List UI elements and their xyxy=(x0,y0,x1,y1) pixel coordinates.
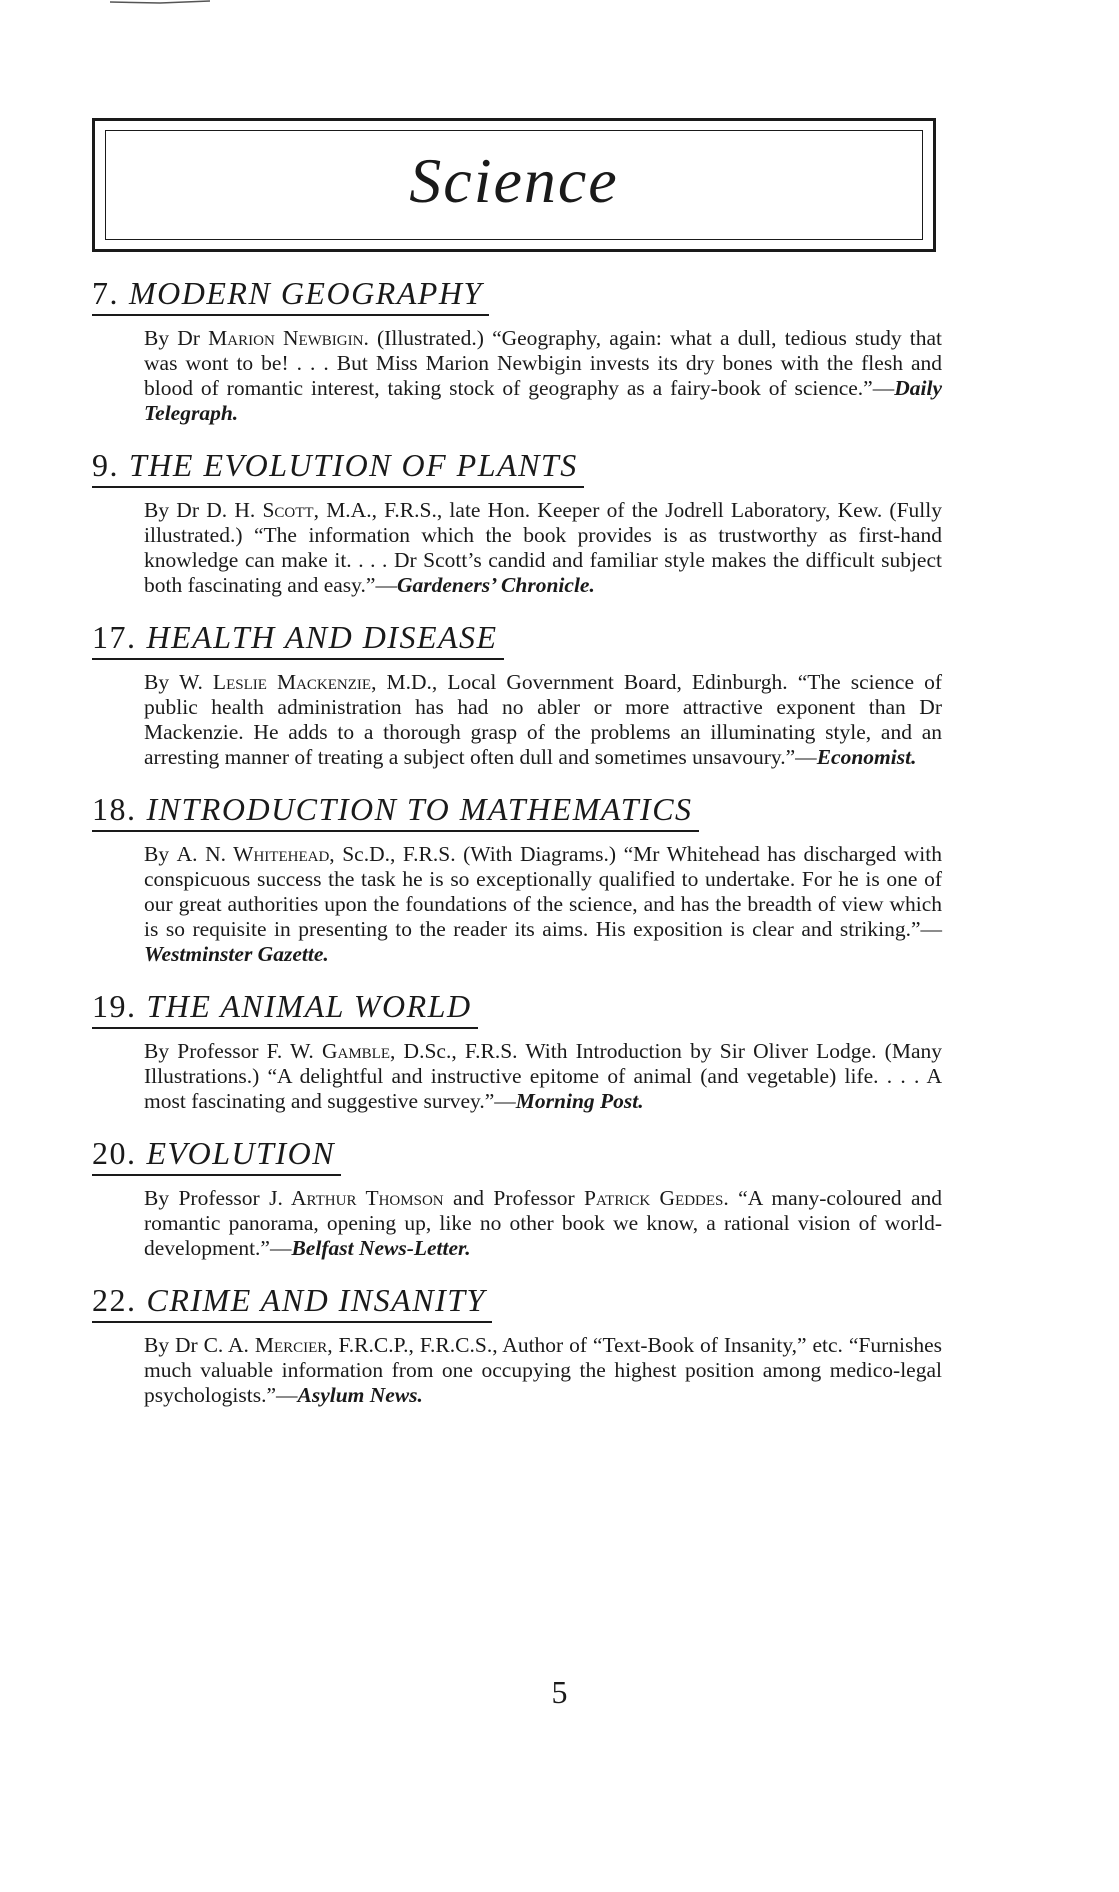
entry-source: Daily Telegraph. xyxy=(144,376,942,425)
entry-description xyxy=(144,1039,942,1114)
entry-description xyxy=(144,326,942,426)
entry-source: Gardeners’ Chronicle. xyxy=(396,573,595,597)
entry-number: 22. xyxy=(92,1282,137,1318)
entry-author: A. N. Whitehead xyxy=(176,842,330,866)
entry-by: By xyxy=(144,670,180,694)
entry-title: INTRODUCTION TO MATHEMATICS xyxy=(146,791,693,827)
entry-heading xyxy=(92,444,584,488)
entry-description xyxy=(144,1186,942,1261)
entry-author: C. A. Mercier xyxy=(203,1333,328,1357)
entry-title: MODERN GEOGRAPHY xyxy=(129,275,483,311)
page-number: 5 xyxy=(551,1674,568,1710)
entry-author: W. Leslie Mackenzie xyxy=(179,670,372,694)
entry-author: D. H. Scott xyxy=(206,498,314,522)
entry-author: F. W. Gamble xyxy=(266,1039,390,1063)
entry-number: 9. xyxy=(92,447,119,483)
entry-author: J. Arthur Thomson xyxy=(269,1186,444,1210)
page-title: Science xyxy=(409,145,619,216)
entry-source: Belfast News-Letter. xyxy=(291,1236,471,1260)
entry-heading xyxy=(92,985,478,1029)
entry-title: THE ANIMAL WORLD xyxy=(146,988,472,1024)
entry-heading xyxy=(92,616,504,660)
entry-number: 20. xyxy=(92,1135,137,1171)
entry-description xyxy=(144,842,942,967)
entry-source: Morning Post. xyxy=(515,1089,644,1113)
list-item xyxy=(92,616,952,770)
entry-source: Asylum News. xyxy=(297,1383,423,1407)
entry-text: , M.A., F.R.S., late Hon. Keeper of the Jodrell Laboratory, Kew. (Fully illustrated.) “The information which the book provides is as trustworthy as first-hand knowledge can make it. . . . Dr Scott’s candid and familiar style makes the difficult subject both fascinating and easy.”— xyxy=(144,498,942,597)
title-frame xyxy=(92,118,936,252)
entry-text: . (Illustrated.) “Geography, again: what a dull, tedious study that was wont to be! . . . But Miss Marion Newbigin invests its dry bones with the flesh and blood of romantic interest, taking stock of geography as a fairy-book of science.”— xyxy=(144,326,943,400)
entry-by: By Professor xyxy=(144,1186,270,1210)
entry-description xyxy=(144,498,942,598)
entry-title: THE EVOLUTION OF PLANTS xyxy=(129,447,578,483)
entry-title: CRIME AND INSANITY xyxy=(146,1282,486,1318)
entry-heading xyxy=(92,1279,492,1323)
entry-second-author: Patrick Geddes xyxy=(584,1186,724,1210)
entry-author: Marion Newbigin xyxy=(208,326,364,350)
list-item xyxy=(92,444,952,598)
entry-by: By Dr xyxy=(144,326,209,350)
entry-number: 7. xyxy=(92,275,119,311)
entry-text: , M.D., Local Government Board, Edinburgh. “The science of public health administration has had no abler or more attractive exponent than Dr Mackenzie. He adds to a thorough grasp of the problems an illuminating style, and an arresting manner of treating a subject often dull and sometimes unsavoury.”— xyxy=(144,670,942,769)
entry-number: 17. xyxy=(92,619,137,655)
entry-source: Westminster Gazette. xyxy=(144,942,329,966)
entry-text: , Sc.D., F.R.S. (With Diagrams.) “Mr Whitehead has discharged with conspicuous success the task he is so exceptionally qualified to undertake. For he is one of our great authorities upon the foundations of the science, and has the breadth of view which is so requisite in presenting to the reader its aims. His exposition is clear and striking.”— xyxy=(144,842,943,941)
entry-text: , D.Sc., F.R.S. With Introduction by Sir Oliver Lodge. (Many Illustrations.) “A delightful and instructive epitome of animal (and vegetable) life. . . . A most fascinating and suggestive survey.”— xyxy=(144,1039,942,1113)
list-item xyxy=(92,1132,952,1261)
entry-description xyxy=(144,1333,942,1408)
entry-title: EVOLUTION xyxy=(146,1135,336,1171)
entry-by: By Professor xyxy=(144,1039,267,1063)
entry-heading xyxy=(92,788,699,832)
entry-by: By Dr xyxy=(144,498,207,522)
entry-number: 19. xyxy=(92,988,137,1024)
title-frame-inner xyxy=(105,130,923,240)
entry-source: Economist. xyxy=(816,745,917,769)
entry-heading xyxy=(92,272,489,316)
entry-by: By xyxy=(144,842,177,866)
entry-by: By Dr xyxy=(144,1333,204,1357)
entry-text: , F.R.C.P., F.R.C.S., Author of “Text-Book of Insanity,” etc. “Furnishes much valuable information from one occupying the highest position among medico-legal psychologists.”— xyxy=(144,1333,942,1407)
print-speck xyxy=(100,0,220,6)
entry-title: HEALTH AND DISEASE xyxy=(146,619,498,655)
entry-number: 18. xyxy=(92,791,137,827)
list-item xyxy=(92,272,952,426)
list-item xyxy=(92,788,952,967)
entry-heading xyxy=(92,1132,341,1176)
entry-description xyxy=(144,670,942,770)
entry-text: . “A many-coloured and romantic panorama, opening up, like no other book we know, a rational vision of world-development.”— xyxy=(144,1186,942,1260)
list-item xyxy=(92,985,952,1114)
entry-connector: and Professor xyxy=(443,1186,585,1210)
entry-list xyxy=(92,272,952,1426)
list-item xyxy=(92,1279,952,1408)
